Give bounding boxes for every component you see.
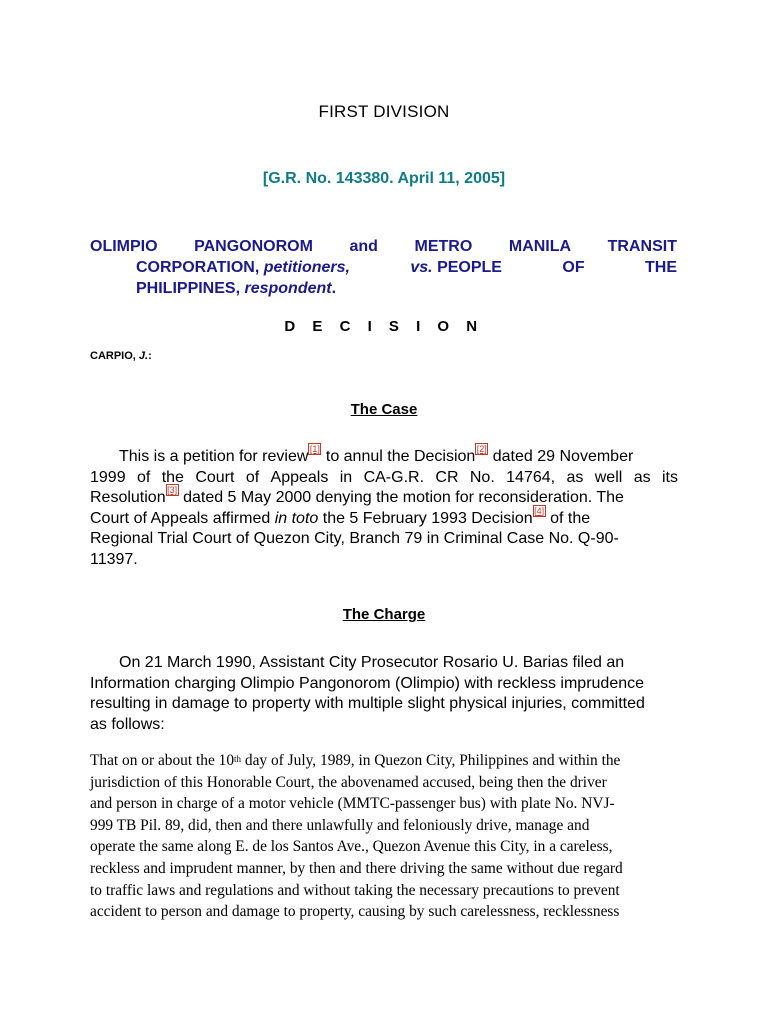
text: to annul the Decision — [321, 448, 476, 465]
decision-title: D E C I S I O N — [284, 318, 484, 335]
ponente-colon: : — [148, 350, 152, 362]
paragraph-line — [90, 444, 678, 468]
text: dated 5 May 2000 denying the motion for reconsideration. The — [178, 489, 624, 506]
text: jurisdiction of this Honorable Court, the abovenamed accused, being then the driver — [90, 773, 607, 791]
section-heading-case: The Case — [350, 401, 418, 418]
section-heading-charge: The Charge — [342, 606, 426, 623]
footnote-link-1[interactable]: [1] — [309, 444, 320, 454]
paragraph-line — [90, 529, 678, 550]
quote-line — [90, 793, 678, 815]
paragraph-line — [90, 550, 678, 571]
quote-line — [90, 880, 678, 902]
text-word: of — [245, 468, 260, 486]
quote-line — [90, 815, 678, 837]
ponente — [90, 350, 152, 362]
paragraph-line — [90, 674, 678, 695]
quote-line — [90, 901, 678, 923]
footnote-link-3[interactable]: [3] — [167, 485, 178, 495]
paragraph-line — [90, 694, 678, 715]
party-word: PHILIPPINES, — [136, 280, 241, 297]
petitioners-label: petitioners, — [263, 259, 350, 276]
party-segment — [136, 257, 350, 278]
text: reckless and imprudent manner, by then and there driving the same without due regard — [90, 859, 623, 877]
party-word: PEOPLE — [437, 259, 502, 276]
text-word: Appeals — [270, 468, 329, 486]
text-word: CA-G.R. — [363, 468, 425, 486]
text-word: well — [594, 468, 623, 486]
parties-line-3 — [90, 278, 677, 299]
charge-paragraph — [90, 653, 678, 735]
party-word: OF — [562, 259, 585, 276]
text-word: No. — [469, 468, 495, 486]
text-word: the — [161, 468, 184, 486]
text-word: CR — [435, 468, 459, 486]
text-word: as — [633, 468, 651, 486]
text: Court of Appeals affirmed — [90, 509, 275, 527]
text: Information charging Olimpio Pangonorom (Olimpio) with reckless imprudence — [90, 674, 645, 692]
text-word: 14764, — [506, 468, 556, 486]
quote-line — [90, 836, 678, 858]
footnote-link-2[interactable]: [2] — [476, 444, 487, 454]
text: On 21 March 1990, Assistant City Prosecutor Rosario U. Barias filed an — [119, 654, 625, 671]
text: That on or about the 10 — [90, 752, 235, 769]
party-word: METRO — [414, 238, 473, 255]
parties-line-2 — [90, 257, 677, 278]
party-word: TRANSIT — [607, 238, 677, 255]
party-word: MANILA — [508, 238, 572, 255]
text-italic: in toto — [274, 509, 319, 527]
party-word: and — [349, 238, 378, 255]
text: and person in charge of a motor vehicle (MMTC-passenger bus) with plate No. NVJ- — [90, 795, 615, 813]
respondent-label: respondent — [244, 280, 332, 297]
party-word: CORPORATION, — [136, 259, 260, 276]
party-segment — [410, 257, 502, 278]
text-word: 1999 — [90, 468, 126, 486]
text: dated 29 November — [488, 448, 634, 465]
text-word: Court — [195, 468, 235, 486]
information-quote — [90, 750, 678, 923]
text: to traffic laws and regulations and without taking the necessary precautions to prevent — [90, 881, 620, 899]
parties-line-1 — [90, 236, 677, 257]
versus-label: vs. — [410, 259, 433, 276]
party-word: THE — [645, 259, 677, 276]
quote-line — [90, 772, 678, 794]
party-word: PANGONOROM — [194, 238, 313, 255]
paragraph-line — [90, 505, 678, 530]
case-paragraph — [90, 444, 678, 570]
case-parties — [90, 236, 677, 299]
text: resulting in damage to property with multiple slight physical injuries, committed — [90, 695, 645, 712]
text: as follows: — [90, 715, 165, 733]
text: Regional Trial Court of Quezon City, Branch 79 in Criminal Case No. Q-90- — [90, 530, 619, 547]
paragraph-line — [90, 485, 678, 509]
quote-line — [90, 750, 678, 772]
paragraph-line — [90, 715, 678, 736]
text: 11397. — [90, 550, 138, 568]
text: 999 TB Pil. 89, did, then and there unlawfully and feloniously drive, manage and — [90, 816, 590, 834]
ponente-suffix: J. — [138, 350, 149, 362]
text: Resolution — [90, 489, 166, 506]
text: accident to person and damage to property, causing by such carelessness, recklessness — [90, 903, 620, 921]
division-label: FIRST DIVISION — [318, 102, 450, 121]
paragraph-line — [90, 653, 678, 674]
text-word: of — [136, 468, 151, 486]
ordinal-suffix: th — [234, 754, 242, 764]
ponente-name: CARPIO, — [90, 350, 136, 362]
case-number: [G.R. No. 143380. April 11, 2005] — [262, 170, 506, 187]
text-word: in — [339, 468, 353, 486]
text-run — [90, 750, 620, 772]
text-word: as — [566, 468, 584, 486]
party-punct: . — [331, 280, 337, 297]
text: of the — [545, 509, 591, 527]
quote-line — [90, 858, 678, 880]
text: operate the same along E. de los Santos Ave., Quezon Avenue this City, in a careless, — [90, 838, 613, 856]
text-run — [119, 444, 634, 468]
text: day of July, 1989, in Quezon City, Philippines and within the — [241, 752, 621, 769]
footnote-link-4[interactable]: [4] — [534, 505, 545, 516]
text-word: its — [661, 468, 678, 486]
text: the 5 February 1993 Decision — [318, 509, 533, 527]
text-run — [90, 505, 591, 530]
text: This is a petition for review — [119, 448, 309, 465]
party-word: OLIMPIO — [90, 238, 158, 255]
